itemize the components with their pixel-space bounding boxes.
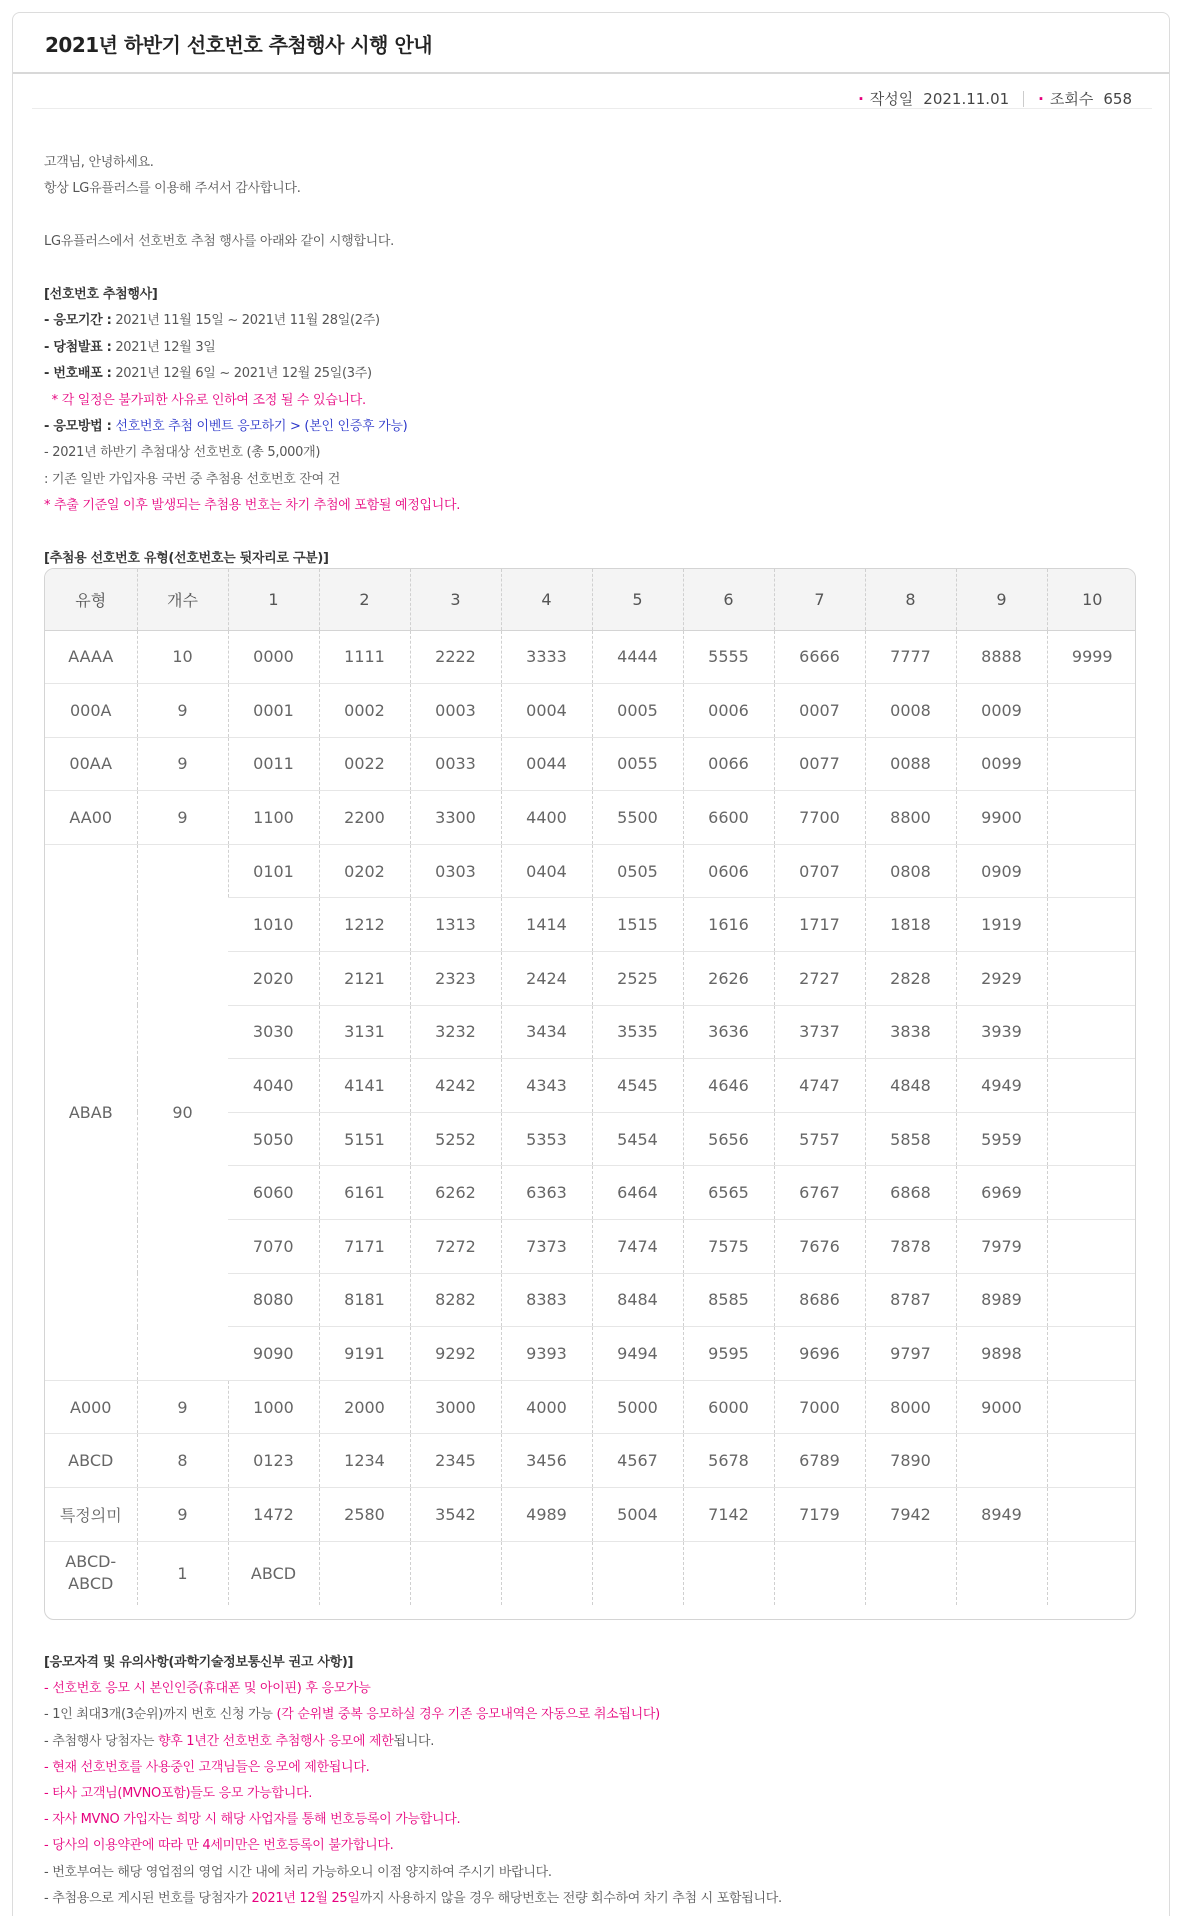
table-cell [1047,1273,1136,1327]
table-cell: 0066 [683,737,774,791]
views-value: 658 [1103,89,1132,108]
table-cell: 9900 [956,791,1047,845]
table-row [45,630,1136,684]
table-cell: 0123 [228,1434,319,1488]
table-cell: 7373 [501,1220,592,1274]
table-cell: 7474 [592,1220,683,1274]
table-cell: 000A [45,684,137,738]
table-cell: 4848 [865,1059,956,1113]
table-row [45,1434,1136,1488]
page-title: 2021년 하반기 선호번호 추첨행사 시행 안내 [45,33,433,57]
event-method: - 응모방법 : 선호번호 추첨 이벤트 응모하기 > (본인 인증후 가능) [44,419,408,435]
table-cell: 4567 [592,1434,683,1488]
table-cell: 8484 [592,1273,683,1327]
schedule-note: * 각 일정은 불가피한 사유로 인하여 조정 될 수 있습니다. [44,392,366,408]
table-cell: 2525 [592,952,683,1006]
table-cell: 6000 [683,1380,774,1434]
table-cell: 5555 [683,630,774,684]
table-header-cell: 2 [319,569,410,630]
table-cell: 6868 [865,1166,956,1220]
table-cell [1047,1488,1136,1542]
table-cell [865,1541,956,1605]
table-cell: 5959 [956,1112,1047,1166]
table-cell [410,1541,501,1605]
table-cell: 1100 [228,791,319,845]
table-cell: 4747 [774,1059,865,1113]
table-cell: 8949 [956,1488,1047,1542]
table-cell: 8282 [410,1273,501,1327]
table-cell: 10 [137,630,228,684]
intro-line: 고객님, 안녕하세요. [44,155,154,170]
table-cell: 1472 [228,1488,319,1542]
table-cell: 2929 [956,952,1047,1006]
table-cell: 1234 [319,1434,410,1488]
table-cell: 8787 [865,1273,956,1327]
table-header-cell: 개수 [137,569,228,630]
board-header [13,13,1169,74]
table-cell [1047,1005,1136,1059]
table-cell: 3333 [501,630,592,684]
table-cell: 8080 [228,1273,319,1327]
event-distribute: - 번호배포 : 2021년 12월 6일 ~ 2021년 12월 25일(3주) [44,366,372,382]
table-header-cell: 유형 [45,569,137,630]
note-line: - 추첨용으로 게시된 번호를 당첨자가 2021년 12월 25일까지 사용하지 않을 경우 해당번호는 전량 회수하여 차기 추첨 시 포함됩니다. [44,1890,782,1906]
event-heading: [선호번호 추첨행사] [44,287,158,302]
event-period: - 응모기간 : 2021년 11월 15일 ~ 2021년 11월 28일(2주) [44,313,380,329]
table-cell: 7272 [410,1220,501,1274]
table-cell [1047,791,1136,845]
table-cell [1047,1059,1136,1113]
table-cell: 1515 [592,898,683,952]
table-cell: 5151 [319,1112,410,1166]
table-cell: 1 [137,1541,228,1605]
table-cell: 9 [137,737,228,791]
table-cell: 0088 [865,737,956,791]
table-cell: 8181 [319,1273,410,1327]
table-cell: 9999 [1047,630,1136,684]
table-cell: 4949 [956,1059,1047,1113]
table-cell: 5454 [592,1112,683,1166]
table-cell: 4444 [592,630,683,684]
table-cell [1047,1112,1136,1166]
table-cell: 1616 [683,898,774,952]
table-cell: 7142 [683,1488,774,1542]
table-cell: 3456 [501,1434,592,1488]
note-line: - 선호번호 응모 시 본인인증(휴대폰 및 아이핀) 후 응모가능 [44,1681,371,1697]
table-cell: 5858 [865,1112,956,1166]
table-cell [1047,737,1136,791]
table-cell: 1919 [956,898,1047,952]
criteria-line: : 기존 일반 가입자용 국번 중 추첨용 선호번호 잔여 건 [44,471,340,487]
table-cell: 1010 [228,898,319,952]
table-cell: 4343 [501,1059,592,1113]
table-cell: 5500 [592,791,683,845]
views-label: 조회수 [1049,90,1094,108]
table-cell: 6767 [774,1166,865,1220]
table-cell: 7000 [774,1380,865,1434]
table-row [45,1488,1136,1542]
table-cell: 5050 [228,1112,319,1166]
table-cell: 7179 [774,1488,865,1542]
table-cell: 4400 [501,791,592,845]
meta-divider [1023,91,1024,107]
table-cell: 2580 [319,1488,410,1542]
table-header-cell: 5 [592,569,683,630]
table-cell: 특정의미 [45,1488,137,1542]
table-cell: 0606 [683,844,774,898]
table-cell: 9595 [683,1327,774,1381]
post-meta [858,88,1132,109]
table-row [45,791,1136,845]
table-cell: 0077 [774,737,865,791]
type-label-line: ABCD [68,1574,114,1594]
table-cell [501,1541,592,1605]
table-cell: 9 [137,791,228,845]
number-table [45,569,1136,1605]
table-cell [956,1541,1047,1605]
table-row [45,844,1136,898]
table-cell: 5353 [501,1112,592,1166]
table-cell: 0006 [683,684,774,738]
table-cell: 3131 [319,1005,410,1059]
table-cell: 4000 [501,1380,592,1434]
table-cell: ABCD [45,1434,137,1488]
table-cell: 9 [137,684,228,738]
bullet-icon: · [858,89,864,108]
table-cell: 8383 [501,1273,592,1327]
table-cell: ABAB [45,844,137,1380]
table-cell: 2727 [774,952,865,1006]
table-cell: 4545 [592,1059,683,1113]
table-cell: 7700 [774,791,865,845]
table-cell: 2000 [319,1380,410,1434]
table-cell: 3737 [774,1005,865,1059]
table-cell: 6363 [501,1166,592,1220]
table-cell: 6565 [683,1166,774,1220]
table-row [45,684,1136,738]
table-header-cell: 7 [774,569,865,630]
table-cell: 8800 [865,791,956,845]
table-cell: 0808 [865,844,956,898]
intro-line: 항상 LG유플러스를 이용해 주셔서 감사합니다. [44,181,301,197]
type-label-line: ABCD- [65,1552,117,1572]
table-row [45,1541,1136,1605]
table-cell: 0505 [592,844,683,898]
table-cell: 2626 [683,952,774,1006]
table-cell: 9696 [774,1327,865,1381]
apply-event-link[interactable]: 선호번호 추첨 이벤트 응모하기 > (본인 인증후 가능) [111,419,408,435]
table-cell: 3434 [501,1005,592,1059]
table-row [45,737,1136,791]
table-cell: AAAA [45,630,137,684]
date-label: 작성일 [869,90,914,108]
table-cell: 1000 [228,1380,319,1434]
table-cell: 9494 [592,1327,683,1381]
table-cell: 6060 [228,1166,319,1220]
table-cell: 4242 [410,1059,501,1113]
table-cell: 7878 [865,1220,956,1274]
table-cell [1047,1541,1136,1605]
note-line: - 번호부여는 해당 영업점의 영업 시간 내에 처리 가능하오니 이점 양지하여 주시기 바랍니다. [44,1864,552,1880]
table-cell: 0044 [501,737,592,791]
table-cell: 0022 [319,737,410,791]
table-cell: 7575 [683,1220,774,1274]
table-header-cell: 3 [410,569,501,630]
table-cell: 1717 [774,898,865,952]
note-line: - 추첨행사 당첨자는 향후 1년간 선호번호 추첨행사 응모에 제한됩니다. [44,1733,435,1749]
table-cell [1047,952,1136,1006]
table-cell: 7676 [774,1220,865,1274]
table-cell: 7070 [228,1220,319,1274]
table-cell [683,1541,774,1605]
table-cell: 0303 [410,844,501,898]
table-cell: 0003 [410,684,501,738]
table-cell: 7979 [956,1220,1047,1274]
table-cell [1047,1327,1136,1381]
table-cell: 2323 [410,952,501,1006]
table-cell: 2200 [319,791,410,845]
table-header-cell: 10 [1047,569,1136,630]
table-cell: 6262 [410,1166,501,1220]
post-body [44,150,1139,572]
table-cell: 3030 [228,1005,319,1059]
table-cell: 0008 [865,684,956,738]
table-cell: 8686 [774,1273,865,1327]
table-header-row [45,569,1136,630]
table-cell [1047,898,1136,952]
table-cell: AA00 [45,791,137,845]
table-cell: 9393 [501,1327,592,1381]
table-cell: 9898 [956,1327,1047,1381]
note-line: - 자사 MVNO 가입자는 희망 시 해당 사업자를 통해 번호등록이 가능합니다. [44,1812,461,1828]
table-cell: 7777 [865,630,956,684]
table-cell: 90 [137,844,228,1380]
table-row [45,1380,1136,1434]
table-cell: 3000 [410,1380,501,1434]
table-cell: 2828 [865,952,956,1006]
table-cell: 3636 [683,1005,774,1059]
table-header-cell: 9 [956,569,1047,630]
table-cell: 0001 [228,684,319,738]
table-cell: 4646 [683,1059,774,1113]
table-cell: 9 [137,1488,228,1542]
bullet-icon: · [1038,89,1044,108]
table-cell [1047,1220,1136,1274]
table-cell: 9000 [956,1380,1047,1434]
table-cell: 4141 [319,1059,410,1113]
table-cell: 2121 [319,952,410,1006]
table-cell [774,1541,865,1605]
table-cell: 0055 [592,737,683,791]
table-cell: 6161 [319,1166,410,1220]
table-header-cell: 1 [228,569,319,630]
table-cell: 1818 [865,898,956,952]
table-cell [592,1541,683,1605]
table-cell [1047,1434,1136,1488]
table-cell: 0099 [956,737,1047,791]
table-cell: 6600 [683,791,774,845]
note-line: - 현재 선호번호를 사용중인 고객님들은 응모에 제한됩니다. [44,1759,370,1775]
table-cell: 0004 [501,684,592,738]
target-line: - 2021년 하반기 추첨대상 선호번호 (총 5,000개) [44,445,321,461]
table-header-cell: 8 [865,569,956,630]
table-cell: 5004 [592,1488,683,1542]
table-cell: 7942 [865,1488,956,1542]
table-cell: 0707 [774,844,865,898]
table-cell: 0005 [592,684,683,738]
table-cell: 00AA [45,737,137,791]
table-cell: 2222 [410,630,501,684]
note-line: - 당사의 이용약관에 따라 만 4세미만은 번호등록이 불가합니다. [44,1838,394,1854]
table-cell: 9 [137,1380,228,1434]
table-cell: 1212 [319,898,410,952]
table-cell [1047,684,1136,738]
table-cell: 5252 [410,1112,501,1166]
table-cell: 6464 [592,1166,683,1220]
table-cell: 9292 [410,1327,501,1381]
table-cell: 9191 [319,1327,410,1381]
table-cell: 0002 [319,684,410,738]
table-cell: 6969 [956,1166,1047,1220]
table-cell: 0101 [228,844,319,898]
table-cell: 0011 [228,737,319,791]
table-cell: 2345 [410,1434,501,1488]
table-cell: 8888 [956,630,1047,684]
note-line: - 1인 최대3개(3순위)까지 번호 신청 가능 (각 순위별 중복 응모하실 경우 기존 응모내역은 자동으로 취소됩니다) [44,1707,660,1723]
table-cell: 9090 [228,1327,319,1381]
table-heading: [추첨용 선호번호 유형(선호번호는 뒷자리로 구분)] [44,551,329,567]
table-cell [1047,1166,1136,1220]
table-cell: 5000 [592,1380,683,1434]
table-cell: 9797 [865,1327,956,1381]
table-header-cell: 6 [683,569,774,630]
table-cell: 7171 [319,1220,410,1274]
number-type-table [44,568,1136,1620]
exclude-note: * 추출 기준일 이후 발생되는 추첨용 번호는 차기 추첨에 포함될 예정입니다. [44,498,461,514]
table-cell: 3232 [410,1005,501,1059]
notes-heading: [응모자격 및 유의사항(과학기술정보통신부 권고 사항)] [44,1655,354,1670]
table-cell: 8585 [683,1273,774,1327]
meta-divider-line [32,108,1152,109]
table-cell: 3838 [865,1005,956,1059]
table-cell: 2424 [501,952,592,1006]
table-cell: 8 [137,1434,228,1488]
table-cell: 0909 [956,844,1047,898]
table-header-cell: 4 [501,569,592,630]
table-cell [319,1541,410,1605]
table-cell: 3939 [956,1005,1047,1059]
notice-notes [44,1650,1139,1912]
table-cell: 8989 [956,1273,1047,1327]
date-value: 2021.11.01 [923,89,1010,108]
table-cell: 0033 [410,737,501,791]
table-cell: 7890 [865,1434,956,1488]
table-cell: 5678 [683,1434,774,1488]
table-cell: 3535 [592,1005,683,1059]
table-cell: 4040 [228,1059,319,1113]
table-cell: 8000 [865,1380,956,1434]
table-cell: 0000 [228,630,319,684]
table-cell: 4989 [501,1488,592,1542]
table-cell: 0007 [774,684,865,738]
table-cell [45,1541,137,1605]
table-cell: 5656 [683,1112,774,1166]
table-cell: 1111 [319,630,410,684]
table-cell [956,1434,1047,1488]
table-cell: 0009 [956,684,1047,738]
table-cell: 1313 [410,898,501,952]
intro-line: LG유플러스에서 선호번호 추첨 행사를 아래와 같이 시행합니다. [44,234,394,250]
table-cell: 0202 [319,844,410,898]
table-cell [1047,1380,1136,1434]
table-cell: 2020 [228,952,319,1006]
note-line: - 타사 고객님(MVNO포함)들도 응모 가능합니다. [44,1786,313,1802]
table-cell: 6666 [774,630,865,684]
table-cell: ABCD [228,1541,319,1605]
table-cell: 1414 [501,898,592,952]
event-announce: - 당첨발표 : 2021년 12월 3일 [44,339,216,355]
table-cell: 0404 [501,844,592,898]
table-cell: 3300 [410,791,501,845]
table-cell: 6789 [774,1434,865,1488]
table-cell: 5757 [774,1112,865,1166]
table-cell: 3542 [410,1488,501,1542]
table-cell: A000 [45,1380,137,1434]
table-cell [1047,844,1136,898]
